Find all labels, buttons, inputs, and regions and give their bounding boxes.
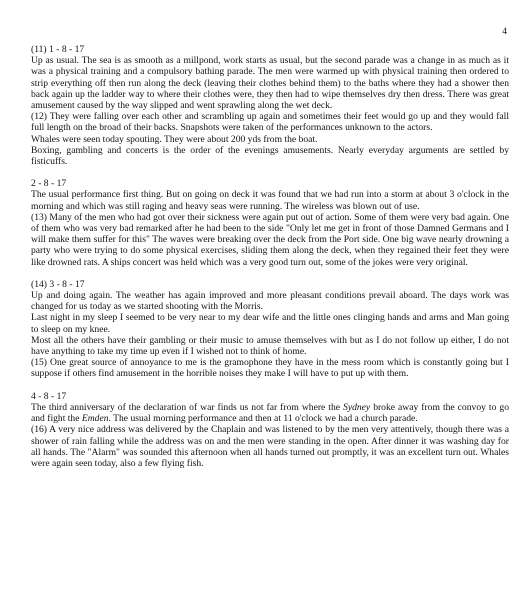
entry-paragraph: Boxing, gambling and concerts is the order of the evenings amusements. Nearly everyday arguments are settled by fisticuffs. (31, 144, 509, 168)
diary-entry-2 (31, 178, 509, 268)
entry-paragraph: Last night in my sleep I seemed to be very near to my dear wife and the little ones clinging hands and arms and Man going to sleep on my knee. (31, 312, 509, 335)
ship-name-sydney: Sydney (343, 401, 371, 413)
entry-paragraph: (15) One great source of annoyance to me is the gramophone they have in the mess room which is constantly going but I suppose if others find amusement in the horrible noises they make I will have to put up with them. (31, 357, 509, 380)
entry-paragraph: (12) They were falling over each other and scrambling up again and sometimes their feet would go up and they would fall full length on the broad of their backs. Snapshots were taken of the performances unknown to the actors. (31, 111, 509, 134)
entry-paragraph: Whales were seen today spouting. They were about 200 yds from the boat. (31, 133, 318, 145)
ship-name-emden: Emden (81, 413, 109, 425)
entry-paragraph (31, 402, 509, 424)
entry-paragraph: The usual performance first thing. But on going on deck it was found that we had run into a storm at about 3 o'clock in the morning and which was still raging and heavy seas were running. The wireless was blown out of use. (31, 189, 509, 212)
text-span: broke away from the convoy to go and fight the (31, 401, 509, 425)
diary-entry-4 (31, 391, 509, 469)
diary-entry-1 (31, 44, 509, 167)
text-span: The third anniversary of the declaration of war finds us not far from where the (31, 401, 344, 413)
text-span: . The usual morning performance and then at 11 o'clock we had a church parade. (108, 413, 418, 425)
entry-paragraph: (16) A very nice address was delivered by the Chaplain and was listened to by the men very attentively, though there was a shower of rain falling while the address was on and the men were standing in the open. After dinner it was washing day for all hands. The "Alarm" was sounded this afternoon when all hands turned out promptly, it was an excellent turn out. Whales were again seen today, also a few flying fish. (31, 424, 509, 469)
diary-entry-3 (31, 279, 509, 380)
entry-date: (14) 3 - 8 - 17 (31, 278, 85, 290)
entry-paragraph: Most all the others have their gambling or their music to amuse themselves with but as I do not follow up either, I do not have anything to take my time up even if I wished not to think of home. (31, 334, 509, 358)
entry-paragraph: Up as usual. The sea is as smooth as a millpond, work starts as usual, but the second parade was a change in as much as it was a physical training and a compulsory bathing parade. The men were warmed up with physical training then ordered to strip everything off then run along the deck (leaving their clothes behind them) to the baths where they had a shower then back again up the ladder way to where their clothes were, they then had to wipe themselves dry then dress. There was great amusement caused by the way slipped and went sprawling along the wet deck. (31, 55, 509, 112)
entry-paragraph: Up and doing again. The weather has again improved and more pleasant conditions prevail aboard. The days work was changed for us today as we started shooting with the Morris. (31, 290, 509, 313)
entry-paragraph: (13) Many of the men who had got over their sickness were again put out of action. Some of them were very bad again. One of them who was very bad remarked after he had been to the side "Only let me get in front of those Damned Germans and I will make them suffer for this" The waves were breaking over the deck from the Port side. One big wave nearly drowning a party who were trying to do some physical exercises, sliding them along the deck, when they regained their feet they were like drowned rats. A ships concert was held which was a very good turn out, some of the jokes were very original. (31, 211, 509, 268)
diary-content (31, 44, 509, 480)
page-number: 4 (502, 26, 507, 37)
entry-date: 2 - 8 - 17 (31, 178, 67, 190)
entry-date: (11) 1 - 8 - 17 (31, 44, 85, 55)
entry-date: 4 - 8 - 17 (31, 390, 67, 402)
